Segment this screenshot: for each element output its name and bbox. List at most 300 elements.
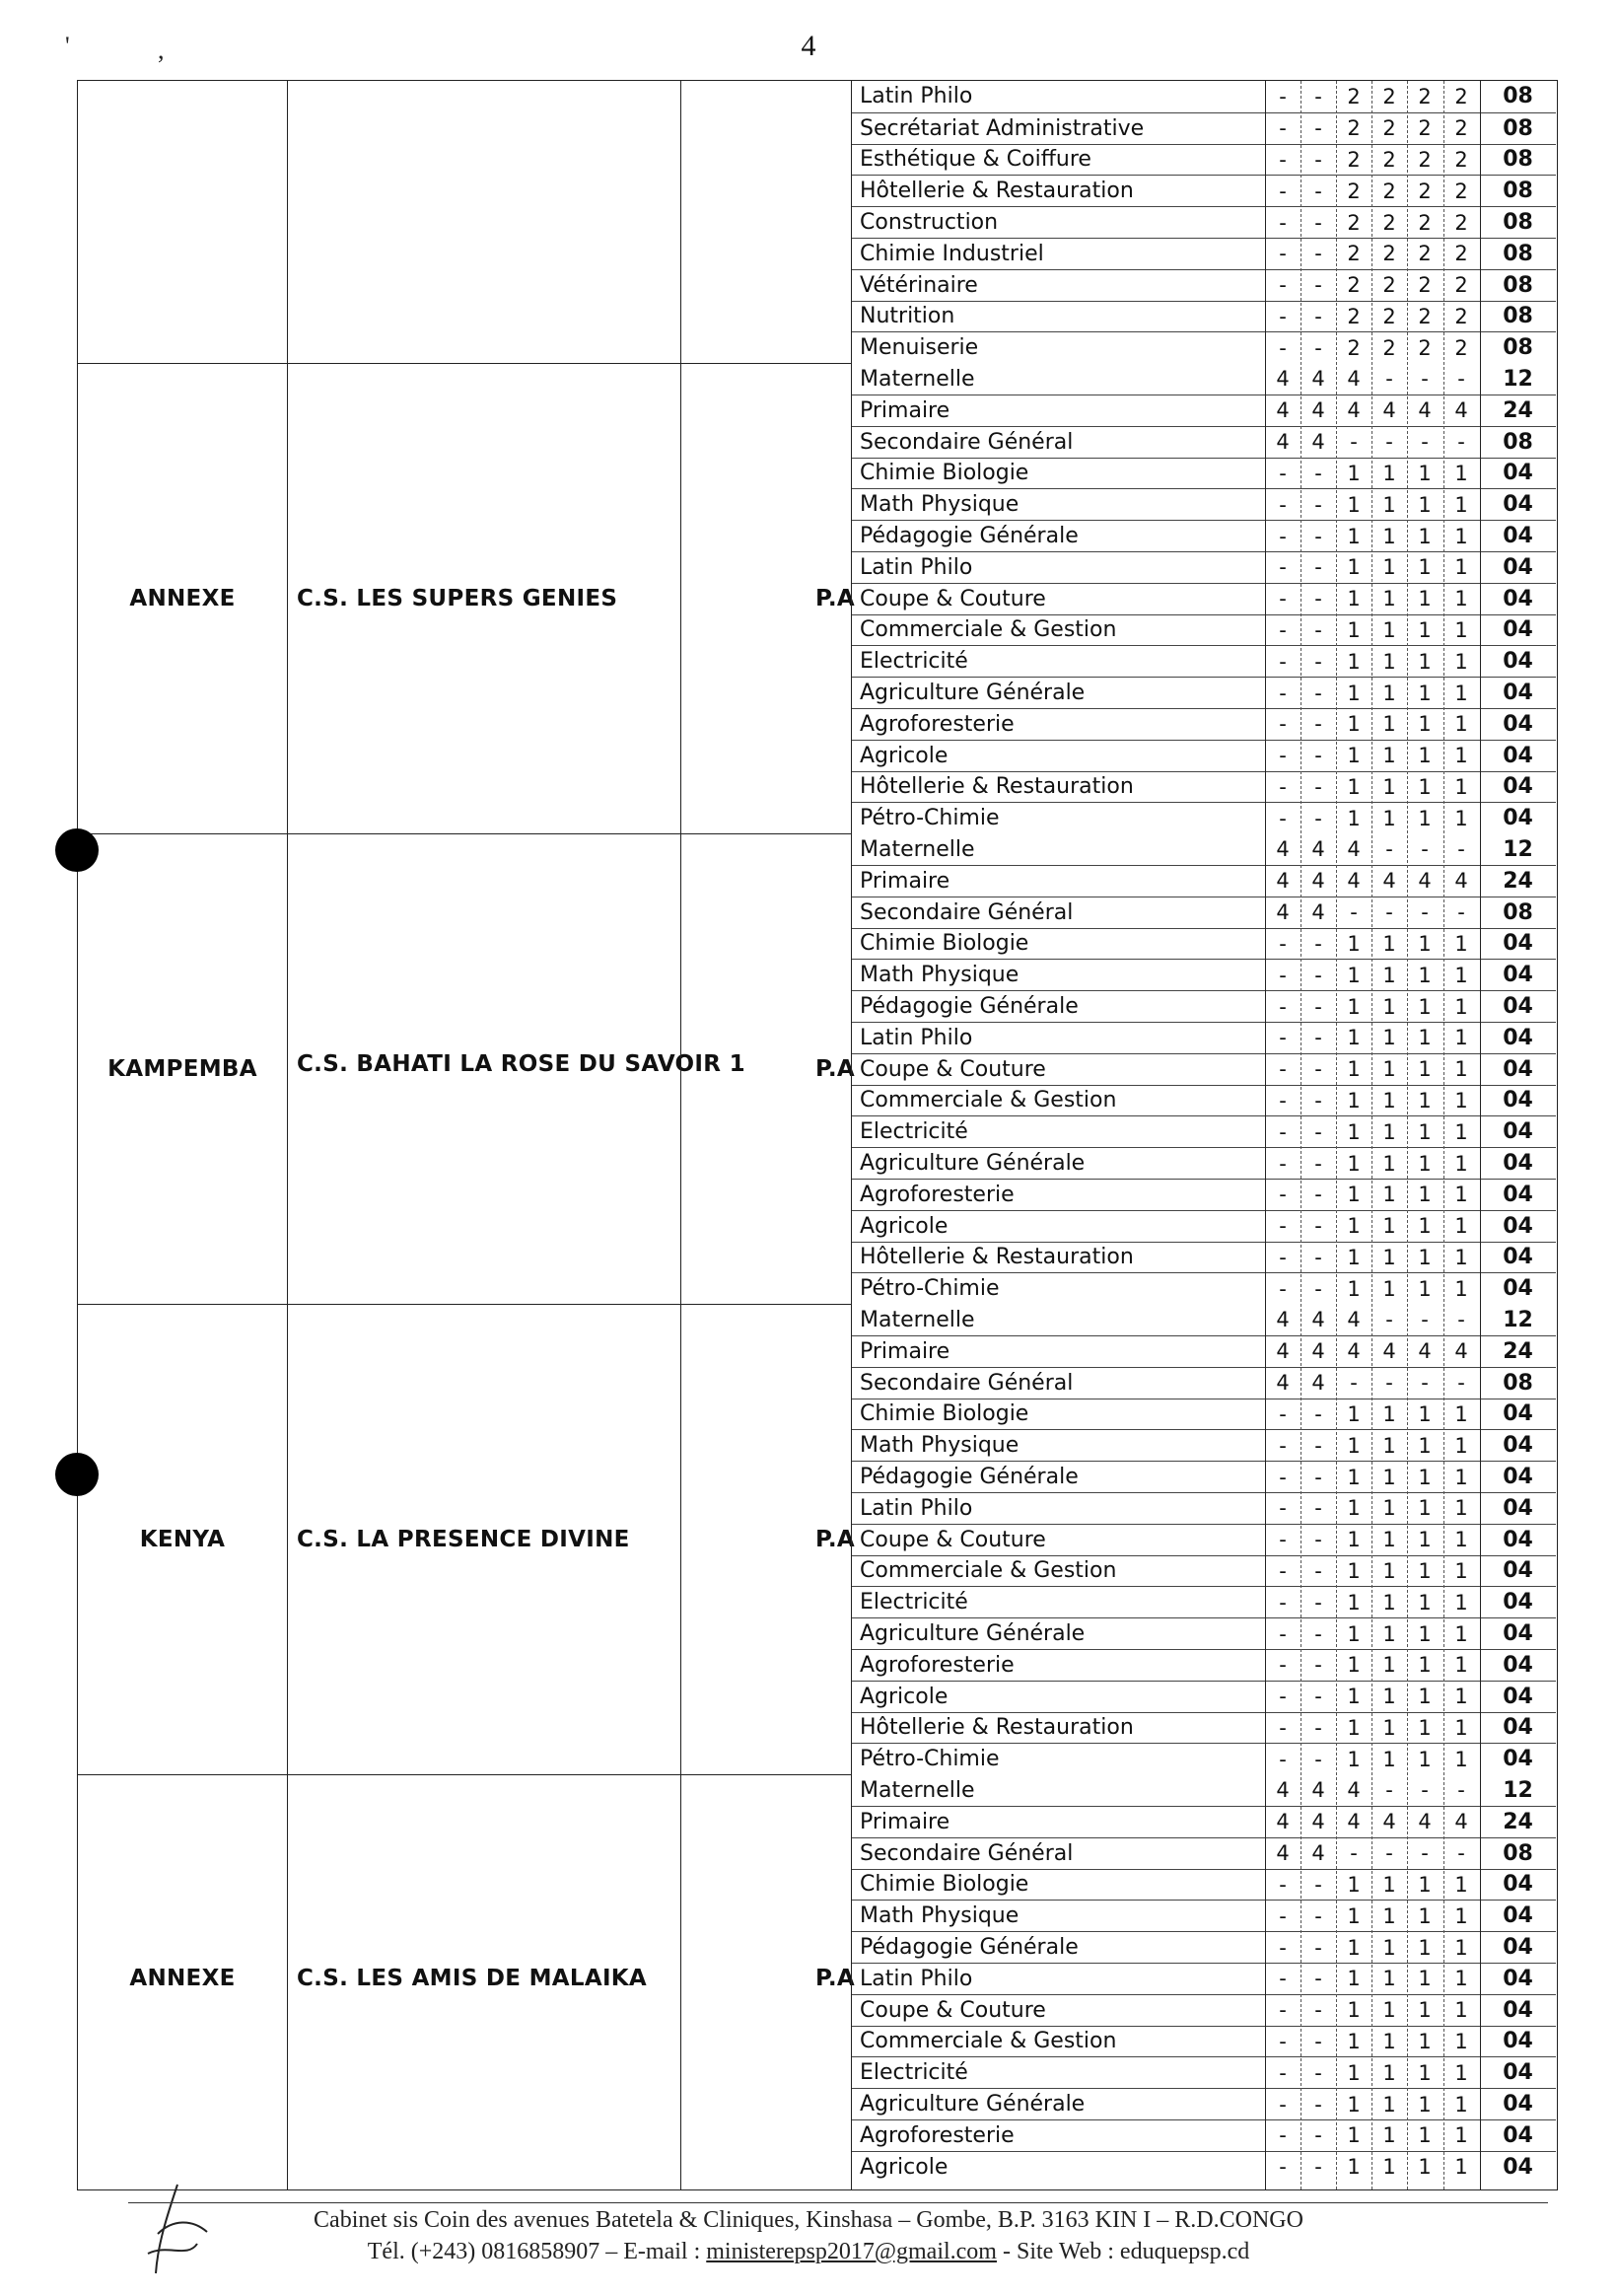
count-cell: - — [1314, 1119, 1322, 1144]
total-cell: 04 — [1503, 1558, 1533, 1584]
count-cell: - — [1279, 649, 1287, 674]
count-cell: 1 — [1347, 2029, 1361, 2053]
count-cell: 1 — [1454, 649, 1468, 674]
count-cell: 4 — [1311, 869, 1325, 894]
count-cell: 1 — [1418, 1214, 1432, 1239]
count-cell: 4 — [1347, 837, 1361, 862]
table-row — [851, 363, 1556, 395]
count-cell: - — [1279, 617, 1287, 642]
count-cell: 1 — [1382, 524, 1396, 548]
count-cell: - — [1314, 1685, 1322, 1709]
count-cell: - — [1279, 1590, 1287, 1614]
subject-cell: Coupe & Couture — [860, 586, 1046, 611]
total-cell: 04 — [1503, 586, 1533, 611]
count-cell: 1 — [1454, 461, 1468, 485]
subject-cell: Coupe & Couture — [860, 1056, 1046, 1082]
count-cell: 4 — [1454, 1810, 1468, 1834]
total-cell: 12 — [1503, 366, 1533, 392]
count-cell: 1 — [1382, 1998, 1396, 2023]
count-cell: 1 — [1418, 649, 1432, 674]
table-row — [851, 677, 1556, 708]
count-cell: - — [1385, 430, 1393, 455]
count-cell: - — [1385, 1778, 1393, 1803]
count-cell: - — [1421, 367, 1429, 392]
scan-mark: , — [158, 36, 165, 64]
table-row — [851, 2088, 1556, 2119]
count-cell: - — [1279, 931, 1287, 956]
subject-cell: Math Physique — [860, 492, 1019, 518]
subject-cell: Math Physique — [860, 963, 1019, 988]
count-cell: 2 — [1382, 147, 1396, 172]
count-cell: 1 — [1382, 1151, 1396, 1176]
subject-cell: Chimie Biologie — [860, 461, 1029, 486]
subject-cell: Primaire — [860, 397, 950, 423]
count-cell: 4 — [1382, 1810, 1396, 1834]
table-row — [851, 1210, 1556, 1242]
count-cell: 1 — [1382, 2060, 1396, 2085]
count-cell: 1 — [1382, 744, 1396, 768]
count-cell: - — [1314, 1998, 1322, 2023]
subject-cell: Agroforesterie — [860, 711, 1015, 737]
count-cell: - — [1385, 1841, 1393, 1866]
school-group — [78, 81, 1556, 363]
count-cell: - — [1314, 1496, 1322, 1521]
total-cell: 08 — [1503, 272, 1533, 298]
table-row — [851, 81, 1556, 112]
count-cell: - — [1457, 1841, 1465, 1866]
count-cell: 1 — [1347, 1465, 1361, 1489]
subject-cell: Pétro-Chimie — [860, 806, 1000, 831]
count-cell: 1 — [1454, 1747, 1468, 1771]
count-cell: - — [1279, 774, 1287, 799]
total-cell: 04 — [1503, 1151, 1533, 1177]
count-cell: 1 — [1382, 1214, 1396, 1239]
count-cell: 1 — [1382, 555, 1396, 580]
count-cell: 4 — [1454, 1339, 1468, 1364]
table-row — [851, 614, 1556, 646]
allocation-table — [77, 80, 1558, 2190]
table-row — [851, 1555, 1556, 1587]
count-cell: 1 — [1454, 1903, 1468, 1928]
count-cell: - — [1457, 1778, 1465, 1803]
table-row — [851, 238, 1556, 269]
count-cell: 1 — [1382, 2092, 1396, 2117]
subject-cell: Chimie Biologie — [860, 1401, 1029, 1427]
column-divider — [1407, 81, 1408, 2189]
count-cell: - — [1279, 1496, 1287, 1521]
total-cell: 04 — [1503, 1966, 1533, 1991]
count-cell: 1 — [1454, 1057, 1468, 1082]
count-cell: - — [1457, 367, 1465, 392]
table-row — [851, 928, 1556, 960]
count-cell: - — [1314, 304, 1322, 328]
count-cell: - — [1314, 242, 1322, 266]
count-cell: - — [1314, 2060, 1322, 2085]
subject-cell: Secrétariat Administrative — [860, 115, 1145, 141]
subject-cell: Maternelle — [860, 1777, 975, 1803]
count-cell: 2 — [1418, 116, 1432, 141]
table-row — [851, 144, 1556, 176]
subject-cell: Pétro-Chimie — [860, 1747, 1000, 1772]
count-cell: 2 — [1347, 242, 1361, 266]
count-cell: 1 — [1347, 524, 1361, 548]
count-cell: 1 — [1347, 1276, 1361, 1301]
count-cell: - — [1385, 837, 1393, 862]
count-cell: 1 — [1454, 1653, 1468, 1678]
count-cell: - — [1279, 1214, 1287, 1239]
count-cell: - — [1279, 2092, 1287, 2117]
count-cell: 1 — [1418, 774, 1432, 799]
table-row — [851, 1242, 1556, 1273]
count-cell: 1 — [1382, 2155, 1396, 2180]
count-cell: 1 — [1382, 1872, 1396, 1897]
count-cell: - — [1314, 649, 1322, 674]
table-row — [851, 1335, 1556, 1367]
footer-divider — [128, 2202, 1548, 2203]
count-cell: 1 — [1347, 744, 1361, 768]
count-cell: - — [1279, 147, 1287, 172]
count-cell: - — [1314, 555, 1322, 580]
count-cell: - — [1314, 1183, 1322, 1207]
count-cell: - — [1279, 1088, 1287, 1112]
count-cell: 1 — [1347, 555, 1361, 580]
count-cell: - — [1279, 1872, 1287, 1897]
count-cell: 1 — [1418, 2060, 1432, 2085]
count-cell: - — [1279, 179, 1287, 203]
table-row — [851, 1931, 1556, 1963]
count-cell: 4 — [1347, 1778, 1361, 1803]
subject-cell: Latin Philo — [860, 1025, 973, 1050]
count-cell: 1 — [1418, 1465, 1432, 1489]
count-cell: - — [1279, 304, 1287, 328]
count-cell: - — [1279, 2123, 1287, 2148]
count-cell: 1 — [1382, 931, 1396, 956]
total-cell: 08 — [1503, 335, 1533, 361]
count-cell: 1 — [1347, 461, 1361, 485]
subject-cell: Agriculture Générale — [860, 2092, 1086, 2117]
count-cell: 1 — [1418, 1496, 1432, 1521]
count-cell: 2 — [1418, 242, 1432, 266]
total-cell: 04 — [1503, 1433, 1533, 1459]
count-cell: 1 — [1347, 2155, 1361, 2180]
count-cell: - — [1314, 1401, 1322, 1426]
count-cell: 1 — [1347, 1998, 1361, 2023]
count-cell: 1 — [1418, 1026, 1432, 1050]
count-cell: 1 — [1418, 524, 1432, 548]
subject-cell: Primaire — [860, 868, 950, 894]
subject-cell: Chimie Biologie — [860, 931, 1029, 957]
count-cell: 1 — [1418, 806, 1432, 830]
count-cell: 1 — [1347, 931, 1361, 956]
count-cell: 2 — [1347, 273, 1361, 298]
count-cell: 1 — [1382, 1245, 1396, 1269]
table-row — [851, 2026, 1556, 2057]
count-cell: - — [1279, 1465, 1287, 1489]
count-cell: 1 — [1382, 774, 1396, 799]
count-cell: 2 — [1347, 335, 1361, 360]
count-cell: - — [1314, 1245, 1322, 1269]
count-cell: 1 — [1418, 1088, 1432, 1112]
count-cell: 1 — [1454, 1245, 1468, 1269]
count-cell: - — [1457, 837, 1465, 862]
count-cell: - — [1279, 1715, 1287, 1740]
count-cell: 2 — [1347, 84, 1361, 108]
count-cell: 1 — [1454, 2155, 1468, 2180]
count-cell: - — [1279, 555, 1287, 580]
location-label: ANNEXE — [129, 585, 236, 611]
count-cell: - — [1457, 1308, 1465, 1332]
count-cell: - — [1314, 524, 1322, 548]
count-cell: 1 — [1454, 1496, 1468, 1521]
total-cell: 08 — [1503, 241, 1533, 266]
count-cell: 1 — [1382, 587, 1396, 611]
count-cell: 2 — [1382, 210, 1396, 235]
subject-cell: Maternelle — [860, 1307, 975, 1332]
count-cell: 2 — [1347, 116, 1361, 141]
subject-cell: Commerciale & Gestion — [860, 1558, 1117, 1584]
subject-cell: Menuiserie — [860, 335, 979, 361]
count-cell: - — [1457, 430, 1465, 455]
count-cell: 1 — [1454, 1998, 1468, 2023]
count-cell: - — [1314, 1903, 1322, 1928]
table-row — [851, 1869, 1556, 1901]
subject-cell: Pédagogie Générale — [860, 1935, 1079, 1961]
total-cell: 04 — [1503, 649, 1533, 675]
subject-cell: Agricole — [860, 2154, 949, 2180]
total-cell: 04 — [1503, 2122, 1533, 2148]
column-divider — [1443, 81, 1444, 2189]
count-cell: 1 — [1347, 1183, 1361, 1207]
count-cell: 4 — [1418, 1339, 1432, 1364]
count-cell: - — [1314, 1026, 1322, 1050]
count-cell: 1 — [1418, 744, 1432, 768]
count-cell: 1 — [1418, 1903, 1432, 1928]
count-cell: 4 — [1276, 900, 1290, 925]
count-cell: - — [1314, 963, 1322, 987]
count-cell: 4 — [1276, 1308, 1290, 1332]
column-divider — [851, 81, 852, 2189]
count-cell: - — [1314, 806, 1322, 830]
total-cell: 04 — [1503, 492, 1533, 518]
count-cell: 1 — [1382, 1558, 1396, 1583]
total-cell: 04 — [1503, 963, 1533, 988]
count-cell: - — [1279, 806, 1287, 830]
total-cell: 24 — [1503, 1809, 1533, 1834]
table-row — [851, 2056, 1556, 2088]
count-cell: - — [1314, 116, 1322, 141]
count-cell: 4 — [1311, 430, 1325, 455]
count-cell: 4 — [1347, 1339, 1361, 1364]
count-cell: - — [1421, 430, 1429, 455]
total-cell: 04 — [1503, 1465, 1533, 1490]
count-cell: 1 — [1418, 1967, 1432, 1991]
count-cell: 1 — [1347, 681, 1361, 705]
count-cell: - — [1279, 242, 1287, 266]
count-cell: 2 — [1382, 304, 1396, 328]
count-cell: - — [1314, 931, 1322, 956]
count-cell: 4 — [1276, 367, 1290, 392]
count-cell: 1 — [1347, 492, 1361, 517]
count-cell: 4 — [1311, 1371, 1325, 1396]
count-cell: - — [1279, 210, 1287, 235]
count-cell: 1 — [1382, 1590, 1396, 1614]
count-cell: - — [1314, 681, 1322, 705]
count-cell: 1 — [1347, 1088, 1361, 1112]
count-cell: - — [1279, 963, 1287, 987]
count-cell: 1 — [1418, 681, 1432, 705]
count-cell: - — [1421, 837, 1429, 862]
total-cell: 04 — [1503, 1684, 1533, 1709]
count-cell: - — [1421, 1371, 1429, 1396]
count-cell: 4 — [1276, 430, 1290, 455]
total-cell: 04 — [1503, 2029, 1533, 2054]
count-cell: 1 — [1382, 963, 1396, 987]
count-cell: 1 — [1418, 2123, 1432, 2148]
school-type: P.A — [814, 1055, 856, 1082]
subject-cell: Hôtellerie & Restauration — [860, 774, 1134, 800]
count-cell: - — [1314, 1433, 1322, 1458]
count-cell: 1 — [1454, 806, 1468, 830]
total-cell: 08 — [1503, 179, 1533, 204]
school-type: P.A — [814, 1526, 856, 1552]
count-cell: - — [1457, 1371, 1465, 1396]
count-cell: 1 — [1454, 1151, 1468, 1176]
table-row — [851, 1900, 1556, 1931]
count-cell: - — [1314, 1935, 1322, 1960]
count-cell: - — [1314, 2029, 1322, 2053]
subject-cell: Agricole — [860, 1213, 949, 1239]
total-cell: 04 — [1503, 1182, 1533, 1207]
school-name: C.S. BAHATI LA ROSE DU SAVOIR 1 — [297, 1050, 745, 1077]
count-cell: - — [1279, 1057, 1287, 1082]
count-cell: 1 — [1454, 1621, 1468, 1646]
subject-cell: Latin Philo — [860, 554, 973, 580]
count-cell: 2 — [1454, 116, 1468, 141]
count-cell: 1 — [1382, 2123, 1396, 2148]
count-cell: 1 — [1454, 712, 1468, 737]
count-cell: - — [1314, 2123, 1322, 2148]
count-cell: 1 — [1347, 617, 1361, 642]
count-cell: 1 — [1418, 1715, 1432, 1740]
table-row — [851, 206, 1556, 238]
table-row — [851, 583, 1556, 614]
count-cell: - — [1314, 273, 1322, 298]
count-cell: 2 — [1382, 335, 1396, 360]
count-cell: 1 — [1347, 963, 1361, 987]
school-group — [78, 363, 1556, 833]
table-row — [851, 520, 1556, 551]
subject-cell: Agroforesterie — [860, 2122, 1015, 2148]
count-cell: 1 — [1382, 492, 1396, 517]
count-cell: - — [1314, 210, 1322, 235]
total-cell: 04 — [1503, 1872, 1533, 1898]
count-cell: 1 — [1382, 1433, 1396, 1458]
table-row — [851, 1461, 1556, 1492]
count-cell: 1 — [1454, 617, 1468, 642]
total-cell: 04 — [1503, 2154, 1533, 2180]
count-cell: 1 — [1418, 994, 1432, 1019]
subject-cell: Agricole — [860, 1684, 949, 1709]
table-row — [851, 112, 1556, 144]
count-cell: 1 — [1347, 774, 1361, 799]
count-cell: 1 — [1382, 806, 1396, 830]
total-cell: 04 — [1503, 461, 1533, 486]
subject-cell: Latin Philo — [860, 1966, 973, 1991]
count-cell: - — [1314, 1621, 1322, 1646]
total-cell: 04 — [1503, 994, 1533, 1020]
footer-email: ministerepsp2017@gmail.com — [706, 2239, 997, 2264]
count-cell: 1 — [1347, 1747, 1361, 1771]
total-cell: 08 — [1503, 84, 1533, 109]
count-cell: 2 — [1454, 84, 1468, 108]
count-cell: 1 — [1347, 1496, 1361, 1521]
total-cell: 04 — [1503, 1119, 1533, 1145]
table-row — [851, 897, 1556, 928]
count-cell: 1 — [1347, 1685, 1361, 1709]
count-cell: 2 — [1382, 116, 1396, 141]
count-cell: 2 — [1347, 210, 1361, 235]
count-cell: 2 — [1454, 147, 1468, 172]
total-cell: 04 — [1503, 1245, 1533, 1270]
count-cell: - — [1314, 335, 1322, 360]
count-cell: 4 — [1418, 398, 1432, 423]
count-cell: 4 — [1311, 1841, 1325, 1866]
total-cell: 04 — [1503, 774, 1533, 800]
school-name: C.S. LES SUPERS GENIES — [297, 585, 618, 611]
count-cell: 1 — [1347, 1872, 1361, 1897]
column-divider — [287, 81, 288, 2189]
count-cell: 1 — [1454, 1715, 1468, 1740]
total-cell: 04 — [1503, 931, 1533, 957]
count-cell: - — [1385, 1371, 1393, 1396]
total-cell: 04 — [1503, 711, 1533, 737]
count-cell: 1 — [1418, 617, 1432, 642]
count-cell: 1 — [1454, 1119, 1468, 1144]
count-cell: 1 — [1454, 1590, 1468, 1614]
count-cell: - — [1279, 744, 1287, 768]
count-cell: 4 — [1454, 398, 1468, 423]
count-cell: 1 — [1454, 524, 1468, 548]
count-cell: 1 — [1418, 1935, 1432, 1960]
total-cell: 04 — [1503, 1652, 1533, 1678]
column-divider — [1480, 81, 1481, 2189]
count-cell: - — [1279, 1747, 1287, 1771]
count-cell: 2 — [1347, 304, 1361, 328]
subject-cell: Commerciale & Gestion — [860, 1088, 1117, 1113]
table-row — [851, 551, 1556, 583]
count-cell: - — [1314, 1088, 1322, 1112]
count-cell: 1 — [1347, 994, 1361, 1019]
count-cell: 1 — [1418, 712, 1432, 737]
count-cell: 1 — [1454, 1026, 1468, 1050]
count-cell: - — [1314, 1057, 1322, 1082]
subject-cell: Construction — [860, 210, 999, 236]
total-cell: 08 — [1503, 115, 1533, 141]
count-cell: 1 — [1347, 1401, 1361, 1426]
subject-cell: Maternelle — [860, 366, 975, 392]
table-row — [851, 1963, 1556, 1994]
count-cell: - — [1350, 1371, 1358, 1396]
count-cell: 1 — [1382, 1401, 1396, 1426]
column-divider — [1265, 81, 1266, 2189]
subject-cell: Coupe & Couture — [860, 1527, 1046, 1552]
count-cell: 1 — [1347, 1653, 1361, 1678]
count-cell: 1 — [1418, 1747, 1432, 1771]
count-cell: 1 — [1454, 1465, 1468, 1489]
column-divider — [680, 81, 681, 2189]
count-cell: 1 — [1382, 1747, 1396, 1771]
count-cell: 4 — [1382, 869, 1396, 894]
